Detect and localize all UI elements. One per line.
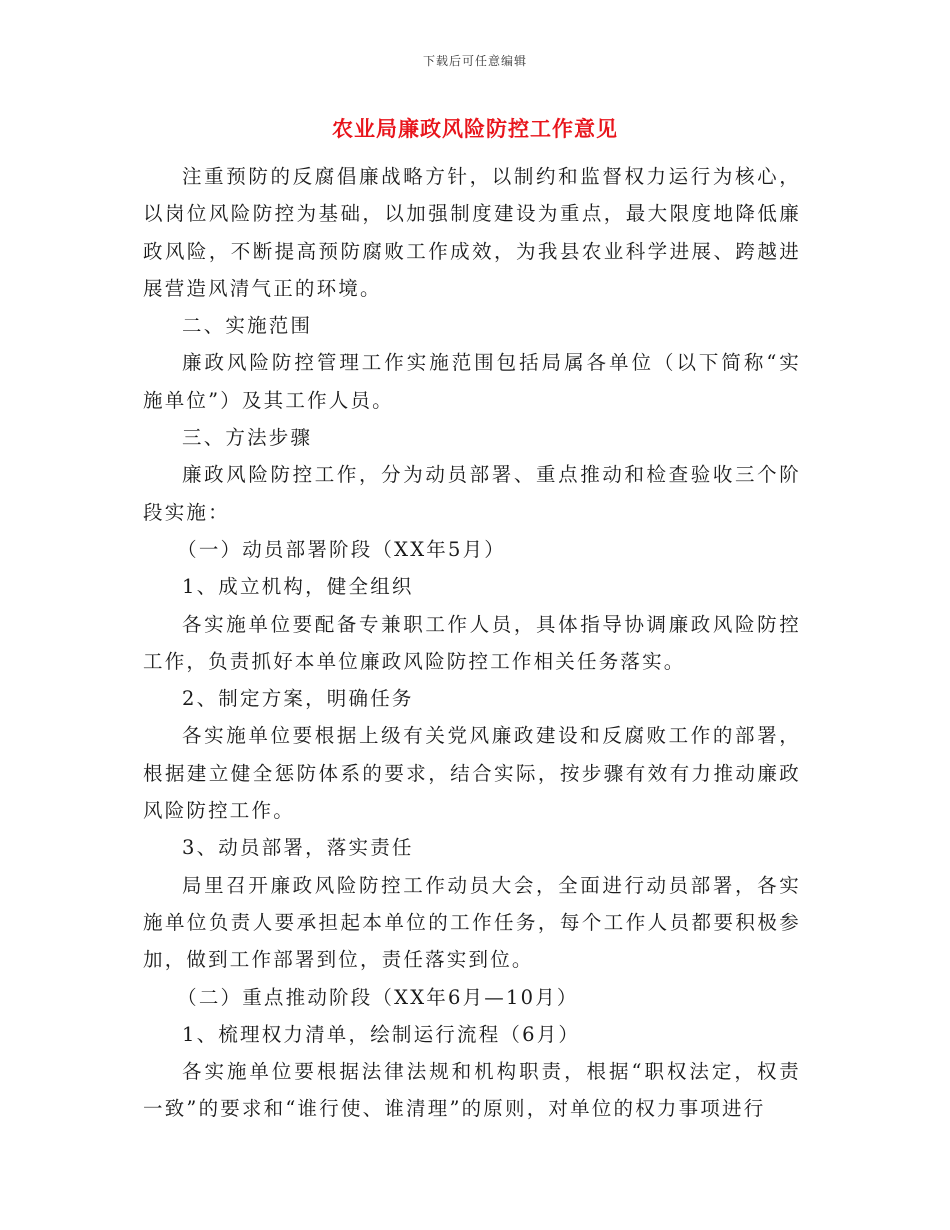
item-heading-2: 2、制定方案，明确任务 [182,687,414,711]
paragraph-steps: 廉政风险防控工作，分为动员部署、重点推动和检查验收三个阶段实施： [143,463,801,524]
stage-heading-mobilize: （一）动员部署阶段（XX年5月） [177,537,506,561]
paragraph-item-1: 各实施单位要配备专兼职工作人员，具体指导协调廉政风险防控工作，负责抓好本单位廉政风险防控工作相关任务落实。 [143,612,801,673]
item-heading-3: 3、动员部署，落实责任 [182,836,414,860]
item-heading-1: 1、成立机构，健全组织 [182,575,414,599]
header-note: 下载后可任意编辑 [422,54,527,68]
paragraph-item-4: 各实施单位要根据法律法规和机构职责，根据“职权法定，权责一致”的要求和“谁行使、谁清理”的原则，对单位的权力事项进行 [143,1060,801,1121]
document-body [143,158,801,1128]
document-title: 农业局廉政风险防控工作意见 [332,116,618,141]
paragraph-item-2: 各实施单位要根据上级有关党风廉政建设和反腐败工作的部署，根据建立健全惩防体系的要求，结合实际，按步骤有效有力推动廉政风险防控工作。 [143,724,801,823]
paragraph-item-3: 局里召开廉政风险防控工作动员大会，全面进行动员部署，各实施单位负责人要承担起本单位的工作任务，每个工作人员都要积极参加，做到工作部署到位，责任落实到位。 [143,873,801,972]
item-heading-4: 1、梳理权力清单，绘制运行流程（6月） [182,1022,581,1046]
stage-heading-promote: （二）重点推动阶段（XX年6月—10月） [177,985,579,1009]
paragraph-scope: 廉政风险防控管理工作实施范围包括局属各单位（以下简称“实施单位”）及其工作人员。 [143,351,801,412]
paragraph-intro: 注重预防的反腐倡廉战略方针，以制约和监督权力运行为核心，以岗位风险防控为基础，以加强制度建设为重点，最大限度地降低廉政风险，不断提高预防腐败工作成效，为我县农业科学进展、跨越进展营造风清气正的环境。 [143,165,801,300]
section-heading-scope: 二、实施范围 [182,314,313,338]
section-heading-steps: 三、方法步骤 [182,426,313,450]
